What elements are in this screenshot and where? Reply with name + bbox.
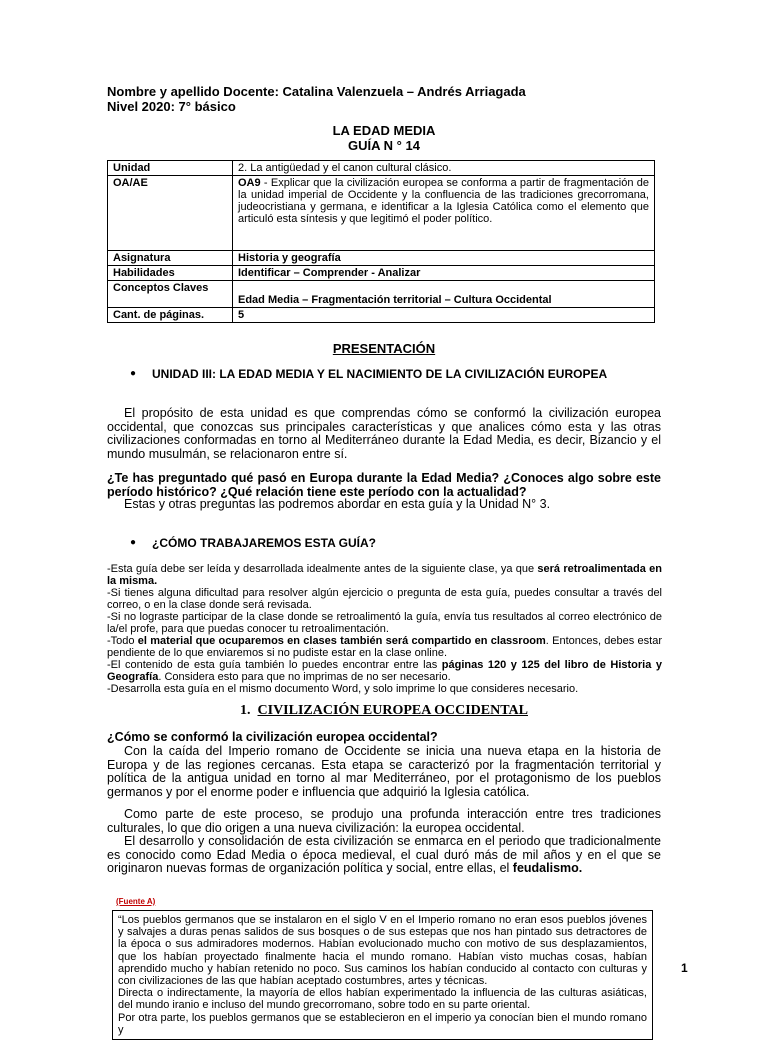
instruction-text: -El contenido de esta guía también lo puedes encontrar entre las: [107, 659, 442, 671]
section1-question: ¿Cómo se conformó la civilización europea occidental?: [107, 730, 438, 744]
quote-paragraph: “Los pueblos germanos que se instalaron en el siglo V en el Imperio romano no eran esos pueblos jóvenes y salvajes a duras penas salidos de sus bosques o de sus estepas que nos han pintado sus detractores de la época o sus admiradores modernos. Habían evolucionado mucho con motivo de sus desplazamientos, que los habían proyectado finalmente hacia el mundo romano. Habían visto muchas cosas, habían aprendido mucho y habían retenido no poco. Sus caminos los habían conducido al contacto con culturas y con civilizaciones de las que habían aceptado costumbres, artes y técnicas.: [118, 914, 647, 988]
instruction-item: -Si no lograste participar de la clase donde se retroalimentó la guía, envía tus resultados al correo electrónico de la/el profe, para que puedas conocer tu retroalimentación.: [107, 611, 662, 635]
instruction-item: [107, 563, 662, 587]
presentacion-heading: PRESENTACIÓN: [332, 341, 436, 356]
guide-number: GUÍA N ° 14: [348, 138, 420, 153]
instruction-text: . Considera esto para que no imprimas de no ser necesario.: [158, 671, 451, 683]
oa-label: OA/AE: [108, 176, 233, 251]
oa-text: - Explicar que la civilización europea se conforma a partir de fragmentación de la unidad imperial de Occidente y la confluencia de las tradiciones grecorromana, judeocristiana y germana, e identificar a la Iglesia Católica como el elemento que articuló esta síntesis y que legitimó el poder político.: [238, 177, 649, 225]
document-title: LA EDAD MEDIA: [332, 123, 436, 138]
paragraph-text: El desarrollo y consolidación de esta civilización se enmarca en el periodo que tradicionalmente es conocido como Edad Media o época medieval, el cual duró más de mil años y en el que se originaron nuevas formas de organización política y social, entre ellas, el: [107, 834, 661, 875]
teacher-line: Nombre y apellido Docente: Catalina Valenzuela – Andrés Arriagada: [107, 84, 526, 99]
instruction-item: [107, 659, 662, 683]
oa-value: [233, 176, 655, 251]
instruction-item: -Desarrolla esta guía en el mismo documento Word, y solo imprime lo que consideres necesario.: [107, 683, 579, 695]
bullet-icon: ●: [130, 537, 137, 548]
section1-paragraph-2: Como parte de este proceso, se produjo una profunda interacción entre tres tradiciones culturales, lo que dio origen a una nueva civilización: la europea occidental.: [107, 807, 661, 835]
presentation-paragraph: El propósito de esta unidad es que comprendas cómo se conformó la civilización europea occidental, que conozcas sus principales características y que analices cómo esta y las otras civilizaciones conformadas en torno al Mediterráneo durante la Edad Media, es decir, Bizancio y el mundo musulmán, se relacionaron entre sí.: [107, 406, 661, 461]
level-line: Nivel 2020: 7° básico: [107, 99, 236, 114]
table-row: [108, 161, 655, 176]
unidad-label: Unidad: [108, 161, 233, 176]
conceptos-label: Conceptos Claves: [108, 281, 233, 308]
presentation-answer: Estas y otras preguntas las podremos abordar en esta guía y la Unidad N° 3.: [124, 497, 551, 511]
table-row: [108, 281, 655, 308]
section1-title: CIVILIZACIÓN EUROPEA OCCIDENTAL: [257, 703, 528, 718]
paginas-value: 5: [233, 308, 655, 323]
section1-number: 1.: [240, 703, 251, 718]
table-row: [108, 176, 655, 251]
section1-paragraph-3: [107, 835, 661, 876]
oa-code: OA9: [238, 177, 261, 189]
source-quote-box: [112, 910, 653, 1040]
quote-paragraph: Por otra parte, los pueblos germanos que se establecieron en el imperio ya conocían bien el mundo romano y: [118, 1011, 647, 1036]
section1-paragraph-1: Con la caída del Imperio romano de Occidente se inicia una nueva etapa en la historia de Europa y de las regiones cercanas. Esta etapa se caracterizó por la fragmentación territorial y política de la antigua unidad en torno al mar Mediterráneo, por el protagonismo de los pueblos germanos y por el enorme poder e influencia que adquirió la Iglesia católica.: [107, 744, 661, 799]
table-row: [108, 308, 655, 323]
presentation-question: ¿Te has preguntado qué pasó en Europa durante la Edad Media? ¿Conoces algo sobre este período histórico? ¿Qué relación tiene este período con la actualidad?: [107, 471, 661, 499]
source-label: (Fuente A): [116, 897, 156, 906]
unit-bullet: [130, 367, 661, 381]
conceptos-value: Edad Media – Fragmentación territorial – Cultura Occidental: [233, 281, 655, 308]
instruction-text: . Entonces, debes estar pendiente de lo que enviaremos si no pudiste estar en la clase online.: [107, 635, 662, 659]
instruction-bold: el material que ocuparemos en clases también será compartido en classroom: [137, 635, 546, 647]
unit-bullet-text: UNIDAD III: LA EDAD MEDIA Y EL NACIMIENTO DE LA CIVILIZACIÓN EUROPEA: [152, 367, 608, 381]
habilidades-value: Identificar – Comprender - Analizar: [233, 266, 655, 281]
info-table: [107, 160, 655, 323]
asignatura-label: Asignatura: [108, 251, 233, 266]
paragraph-bold: feudalismo.: [512, 861, 583, 875]
asignatura-value: Historia y geografía: [233, 251, 655, 266]
paginas-label: Cant. de páginas.: [108, 308, 233, 323]
instruction-item: -Si tienes alguna dificultad para resolver algún ejercicio o pregunta de esta guía, puedes consultar a través del correo, o en la clase donde será revisada.: [107, 587, 662, 611]
page-number: 1: [681, 961, 688, 975]
table-row: [108, 251, 655, 266]
instruction-bold: páginas 120 y 125 del libro de Historia y Geografía: [107, 659, 662, 683]
table-row: [108, 266, 655, 281]
work-instructions: [107, 563, 662, 695]
habilidades-label: Habilidades: [108, 266, 233, 281]
work-heading-text: ¿CÓMO TRABAJAREMOS ESTA GUÍA?: [152, 536, 376, 550]
instruction-text: -Todo: [107, 635, 138, 647]
instruction-item: [107, 635, 662, 659]
instruction-text: -Esta guía debe ser leída y desarrollada idealmente antes de la siguiente clase, ya que: [107, 563, 538, 575]
section1-heading: [0, 703, 768, 719]
work-heading: [130, 536, 683, 550]
bullet-icon: ●: [130, 368, 137, 379]
unidad-value: 2. La antigüedad y el canon cultural clásico.: [233, 161, 655, 176]
quote-paragraph: Directa o indirectamente, la mayoría de ellos habían experimentado la influencia de las culturas asiáticas, del mundo iranio e incluso del mundo grecorromano, sobre todo en su parte oriental.: [118, 987, 647, 1012]
instruction-bold: será retroalimentada en la misma.: [107, 563, 662, 587]
